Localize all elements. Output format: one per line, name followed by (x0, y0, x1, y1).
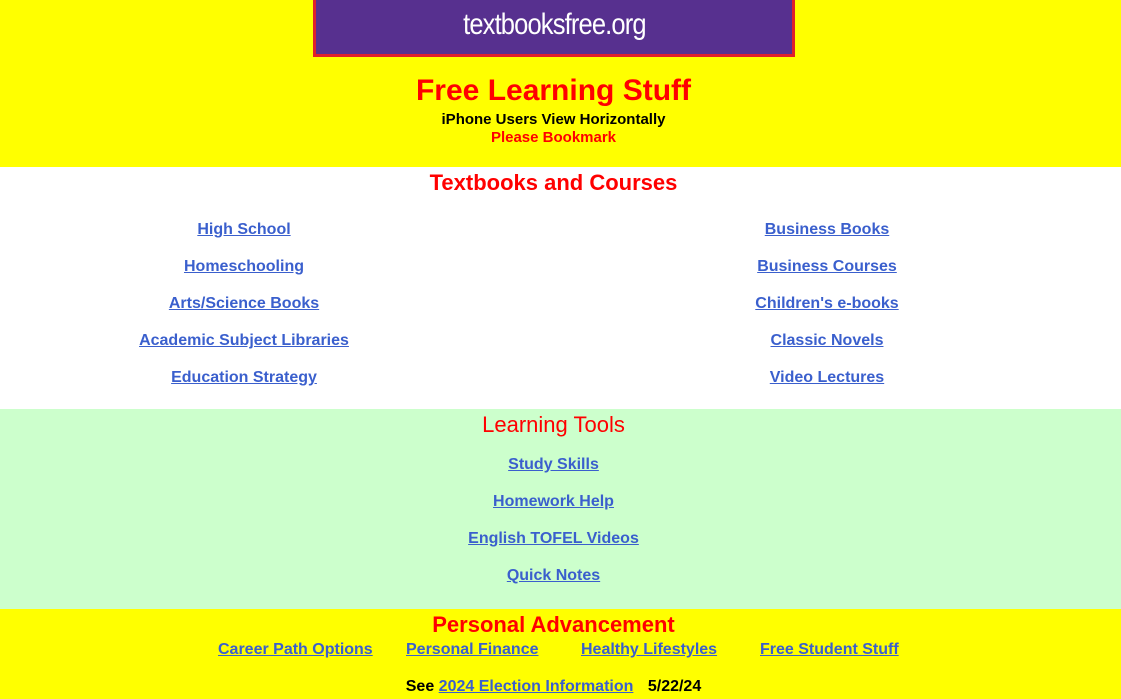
textbooks-section (0, 167, 1121, 409)
learning-tools-title: Learning Tools (482, 412, 625, 437)
link-academic-subject-libraries[interactable]: Academic Subject Libraries (139, 332, 349, 349)
personal-advancement-title: Personal Advancement (432, 612, 675, 637)
page-title: Free Learning Stuff (415, 74, 692, 107)
learning-tools-section (0, 409, 1121, 609)
link-election-information[interactable]: 2024 Election Information (438, 678, 634, 695)
link-business-books[interactable]: Business Books (764, 221, 890, 238)
link-high-school[interactable]: High School (197, 221, 291, 238)
link-arts-science-books[interactable]: Arts/Science Books (168, 295, 320, 312)
bookmark-note: Please Bookmark (490, 129, 617, 146)
link-classic-novels[interactable]: Classic Novels (770, 332, 884, 349)
link-childrens-ebooks[interactable]: Children's e-books (755, 295, 899, 312)
link-career-path-options[interactable]: Career Path Options (218, 641, 373, 658)
link-education-strategy[interactable]: Education Strategy (171, 369, 317, 386)
link-homeschooling[interactable]: Homeschooling (183, 258, 304, 275)
site-banner[interactable] (313, 0, 795, 57)
link-homework-help[interactable]: Homework Help (493, 493, 614, 510)
textbooks-title: Textbooks and Courses (429, 170, 678, 195)
banner-text: textbooksfree.org (462, 8, 646, 41)
header (0, 0, 1121, 167)
link-free-student-stuff[interactable]: Free Student Stuff (760, 641, 899, 658)
link-quick-notes[interactable]: Quick Notes (506, 567, 601, 584)
link-study-skills[interactable]: Study Skills (508, 456, 599, 473)
update-date: 5/22/24 (647, 678, 702, 695)
election-prefix: See (405, 678, 435, 695)
link-business-courses[interactable]: Business Courses (757, 258, 897, 275)
link-english-tofel-videos[interactable]: English TOFEL Videos (468, 530, 639, 547)
link-video-lectures[interactable]: Video Lectures (769, 369, 885, 386)
subtitle: iPhone Users View Horizontally (441, 111, 666, 128)
link-healthy-lifestyles[interactable]: Healthy Lifestyles (581, 641, 718, 658)
link-personal-finance[interactable]: Personal Finance (406, 641, 539, 658)
personal-advancement-section (0, 609, 1121, 699)
election-line (0, 678, 1107, 696)
